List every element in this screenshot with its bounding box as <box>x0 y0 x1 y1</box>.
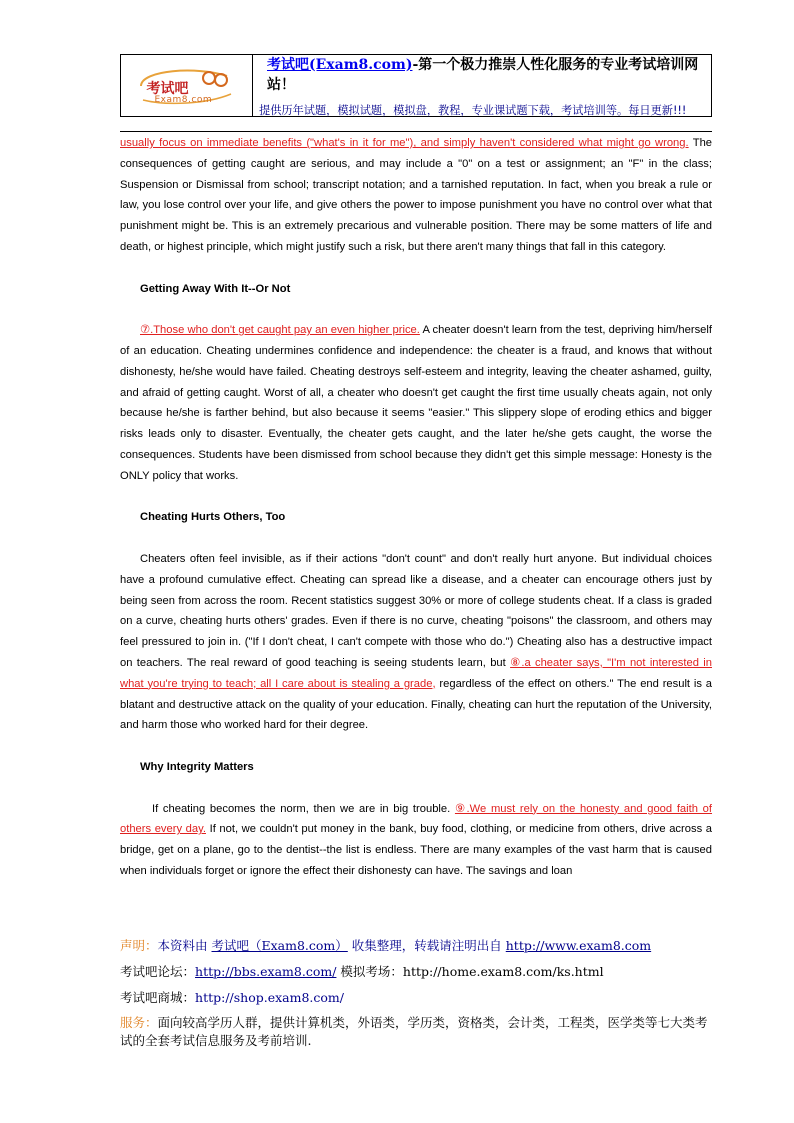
exam8-link[interactable]: 考试吧（Exam8.com） <box>211 938 348 953</box>
declaration-label: 声明： <box>120 938 158 953</box>
site-link[interactable]: 考试吧(Exam8.com) <box>267 56 413 73</box>
section-heading: Getting Away With It--Or Not <box>140 282 291 295</box>
paragraph-text: If cheating becomes the norm, then we are in big trouble. <box>152 802 455 815</box>
page-header <box>120 54 712 117</box>
paragraph-text: Cheaters often feel invisible, as if their actions "don't count" and don't really hurt anyone. But individual choices have a profound cumulative effect. Cheating can spread like a disease, and a cheater can encourage others just by being seen from across the room. Recent statistics suggest 30% or more of college students cheat. If a class is graded on a curve, cheating hurts others' grades. Even if there is no curve, cheating "poisons" the classroom, and others may feel pressured to join in. ("If I don't cheat, I can't compete with those who do.") Cheating also has a destructive impact on teachers. The real reward of good teaching is seeing students learn, but <box>120 552 712 669</box>
highlight-text: ⑧.a cheater says, "I'm not interested in what you're trying to teach; all I care about is stealing a grade, <box>120 656 712 690</box>
header-subtitle: 提供历年试题，模拟试题，模拟盘，教程，专业课试题下载，考试培训等。每日更新!!! <box>259 103 687 117</box>
highlight-text: usually focus on immediate benefits ("what's in it for me"), and simply haven't considered what might go wrong. <box>120 137 689 149</box>
page-footer <box>120 933 712 1050</box>
logo-subtext: Exam8.com <box>154 94 213 105</box>
logo-cell <box>121 55 253 116</box>
paragraph <box>120 799 712 882</box>
paragraph-text: regardless of the effect on others." The end result is a blatant and destructive attack on the quality of your education. Finally, cheating can hurt the reputation of the University, and harm those who worked hard for their degree. <box>120 677 713 732</box>
declaration-text: 收集整理，转载请注明出自 <box>347 938 506 953</box>
article-body <box>120 133 712 882</box>
section-heading: Why Integrity Matters <box>140 760 254 773</box>
service-label: 服务： <box>120 1015 158 1030</box>
mock-label: 模拟考场： <box>336 964 403 979</box>
logo-text: 考试吧 <box>146 80 189 97</box>
paragraph <box>120 320 712 486</box>
section-heading: Cheating Hurts Others, Too <box>140 511 286 524</box>
shop-link[interactable]: http://shop.exam8.com/ <box>195 990 344 1005</box>
site-logo[interactable] <box>137 64 237 108</box>
header-divider <box>120 131 712 132</box>
paragraph-text: If not, we couldn't put money in the bank, buy food, clothing, or medicine from others, drive across a bridge, get on a plane, go to the dentist--the list is endless. There are many examples of the vast harm that is caused when individuals forget or ignore the effect their dishonesty can have. The savings and loan <box>120 823 712 877</box>
forum-link[interactable]: http://bbs.exam8.com/ <box>195 964 337 979</box>
footer-shop <box>120 985 712 1011</box>
highlight-text: ⑨.We must rely on the honesty and good faith of others every day. <box>120 802 713 836</box>
header-info <box>253 55 711 116</box>
mock-url: http://home.exam8.com/ks.html <box>402 964 604 979</box>
footer-service <box>120 1014 712 1050</box>
intro-paragraph <box>120 133 712 258</box>
paragraph-text: A cheater doesn't learn from the test, depriving him/herself of an education. Cheating undermines confidence and independence: the cheater is a fraud, and knows that without dishonesty, he/she would have failed. Cheating destroys self-esteem and integrity, leaving the cheater ashamed, guilty, and afraid of getting caught. Worst of all, a cheater who doesn't get caught the first time usually cheats again, not only because he/she is farther behind, but also because it seems "easier." This slippery slope of eroding ethics and bigger risks leads only to disaster. Eventually, the cheater gets caught, and the later he/she gets caught, the worse the consequences. Students have been dismissed from school because they didn't get this simple message: Honesty is the ONLY policy that works. <box>120 324 712 482</box>
header-slogan: -第一个极力推崇人性化服务的专业考试培训网站！ <box>267 56 699 93</box>
header-title <box>267 54 711 94</box>
service-text: 面向较高学历人群，提供计算机类，外语类，学历类，资格类，会计类，工程类，医学类等七大类考试的全套考试信息服务及考前培训. <box>120 1015 708 1048</box>
footer-declaration <box>120 933 712 959</box>
shop-label: 考试吧商城： <box>120 990 196 1005</box>
highlight-text: ⑦.Those who don't get caught pay an even higher price. <box>140 324 420 337</box>
exam8-url-link[interactable]: http://www.exam8.com <box>505 938 652 953</box>
footer-forum <box>120 959 712 985</box>
paragraph <box>120 549 712 736</box>
declaration-text: 本资料由 <box>157 938 212 953</box>
paragraph-text: The consequences of getting caught are serious, and may include a "0" on a test or assignment; an "F" in the class; Suspension or Dismissal from school; transcript notation; and a tarnished reputation. In fact, when you break a rule or law, you lose control over your life, and give others the power to impose punishment you have no control over what that punishment might be. This is an extremely precarious and vulnerable position. There may be some matters of life and death, or highest principle, which might justify such a risk, but there aren't many things that fall in this category. <box>120 137 713 253</box>
forum-label: 考试吧论坛： <box>120 964 196 979</box>
